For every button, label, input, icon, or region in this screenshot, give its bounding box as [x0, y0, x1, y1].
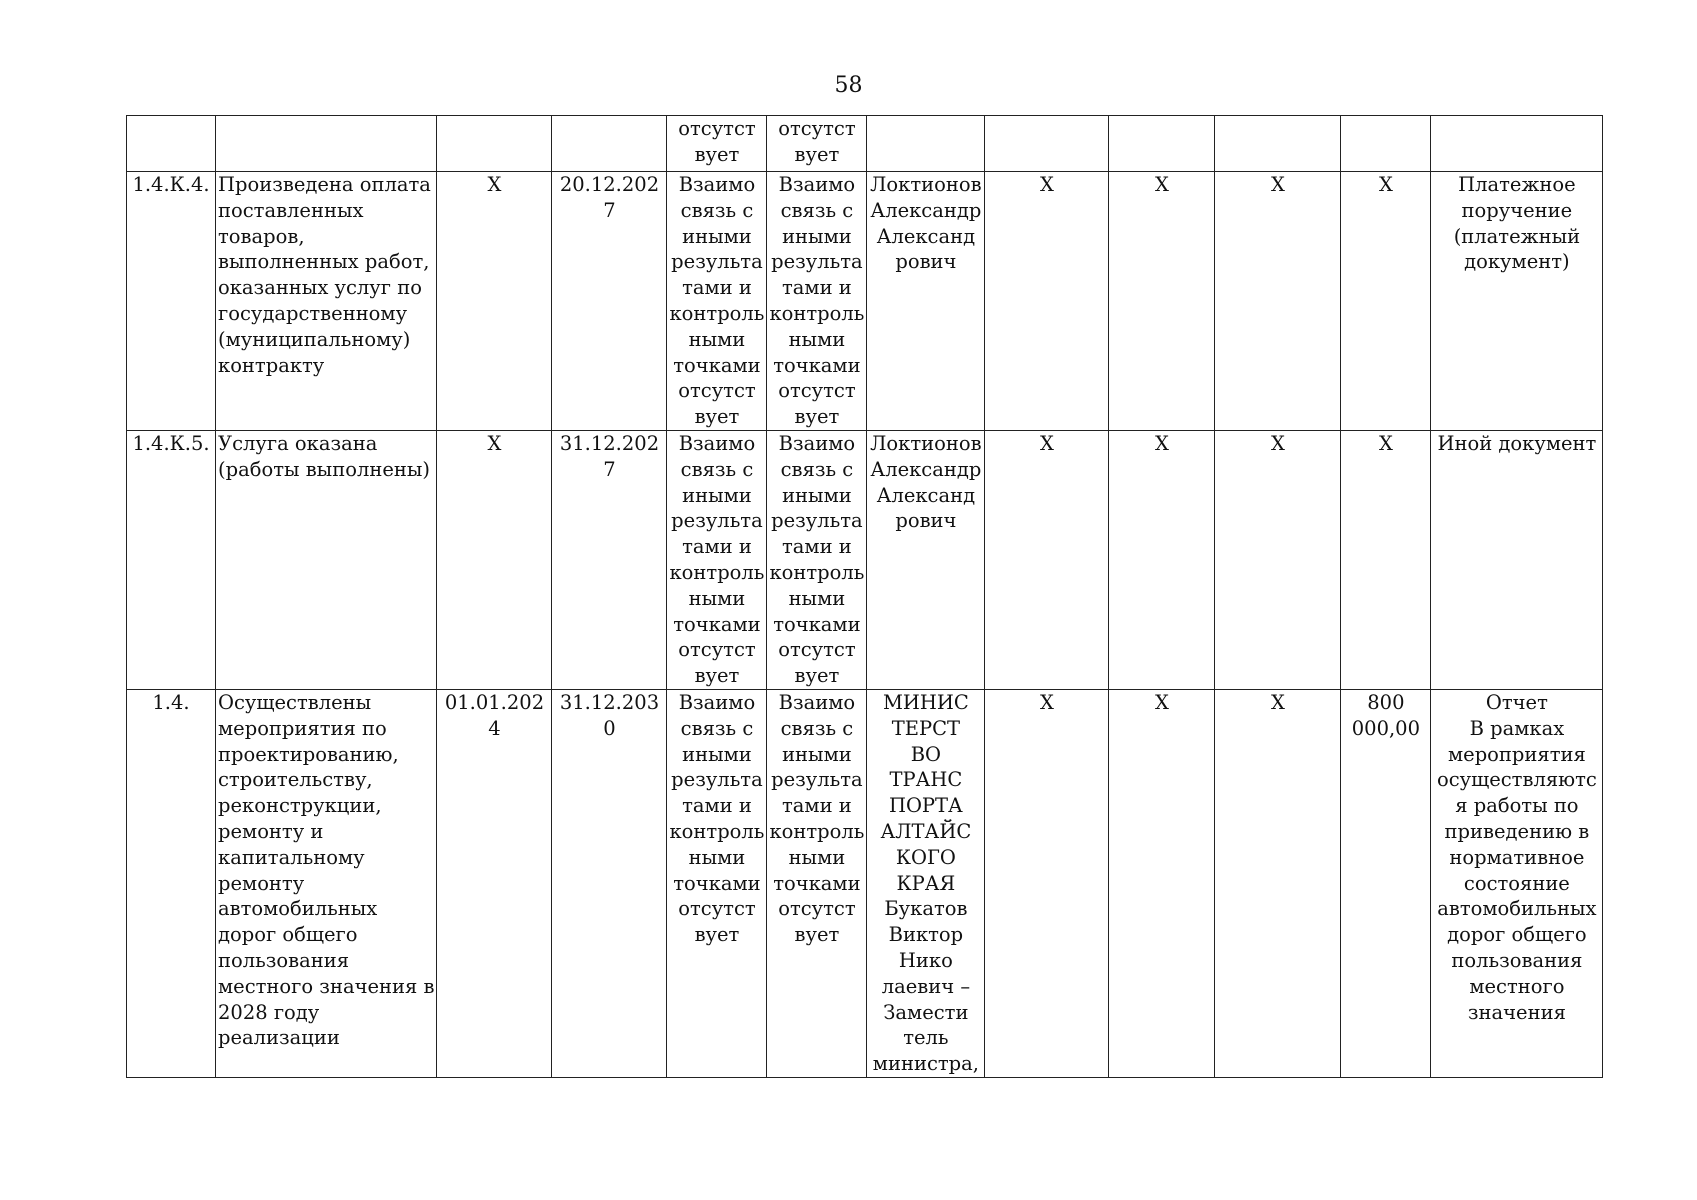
cell-start-date: Х [437, 431, 552, 690]
cell-line: местного значения в [218, 974, 435, 998]
cell-line: ными [788, 327, 846, 351]
cell-line: лаевич – [881, 974, 971, 998]
cell-line: Взаимо [778, 691, 856, 714]
cell-line: результа [671, 509, 763, 533]
page-number: 58 [834, 73, 863, 98]
cell-line: иными [782, 742, 852, 766]
cell-line: ными [788, 586, 846, 610]
cell-responsible [867, 116, 985, 172]
cell-line: точками [673, 353, 761, 377]
cell-name [216, 116, 437, 172]
cell-line: контроль [669, 819, 765, 843]
cell-line: товаров, [218, 224, 305, 248]
cell-line: Взаимо [678, 173, 756, 196]
cell-col8: Х [985, 172, 1109, 431]
cell-col11 [1341, 431, 1431, 690]
cell-line: результа [671, 768, 763, 792]
cell-line: КРАЯ [896, 871, 956, 895]
cell-col11 [1341, 172, 1431, 431]
cell-relation-b [767, 690, 867, 1078]
cell-line: автомобильных [218, 897, 378, 921]
cell-relation-a [667, 172, 767, 431]
cell-line: ными [688, 327, 746, 351]
cell-relation-b [767, 116, 867, 172]
cell-line: Локтионов [870, 173, 982, 196]
cell-line: местного [1469, 974, 1565, 998]
cell-line: состояние [1463, 871, 1570, 895]
cell-end-date: 20.12.2027 [552, 172, 667, 431]
cell-line: тами и [682, 276, 752, 300]
cell-line: иными [682, 483, 752, 507]
cell-col11 [1341, 116, 1431, 172]
cell-line: иными [682, 224, 752, 248]
cell-line: связь с [780, 457, 854, 481]
cell-line: контроль [769, 301, 865, 325]
cell-line: 800 [1367, 691, 1405, 714]
cell-end-date: 31.12.2030 [552, 690, 667, 1078]
cell-code: 1.4.К.4. [127, 172, 216, 431]
cell-line: пользования [1451, 948, 1583, 972]
cell-line: результа [671, 250, 763, 274]
cell-line: автомобильных [1437, 897, 1597, 921]
cell-line: отсутст [678, 379, 756, 403]
cell-line: В рамках [1469, 716, 1565, 740]
cell-line: Александр [870, 457, 982, 481]
cell-line: ВО [910, 742, 942, 766]
cell-responsible [867, 172, 985, 431]
cell-line: Александр [870, 198, 982, 222]
cell-line: Взаимо [678, 691, 756, 714]
cell-line: пользования [218, 948, 350, 972]
cell-line: результа [771, 250, 863, 274]
cell-line: 2028 году [218, 1000, 320, 1024]
cell-line: значения [1467, 1000, 1566, 1024]
cell-relation-b [767, 172, 867, 431]
cell-line: Нико [898, 948, 953, 972]
cell-line: ными [688, 845, 746, 869]
cell-line: Взаимо [778, 432, 856, 455]
cell-line: Александ [876, 224, 976, 248]
cell-line: контроль [669, 301, 765, 325]
cell-line: АЛТАЙС [880, 819, 972, 843]
cell-line: поручение [1461, 198, 1573, 222]
cell-line: Х [1378, 173, 1393, 196]
cell-line: Х [1378, 432, 1393, 455]
cell-line: осуществляютс [1436, 768, 1597, 792]
cell-col9: Х [1109, 431, 1215, 690]
cell-line: иными [782, 224, 852, 248]
cell-relation-a [667, 431, 767, 690]
cell-line: вует [794, 664, 840, 688]
table-row [127, 431, 1603, 690]
cell-line: отсутст [678, 117, 756, 140]
cell-col10: Х [1215, 431, 1341, 690]
cell-relation-a [667, 116, 767, 172]
cell-line: отсутст [778, 117, 856, 140]
cell-line: вует [794, 142, 840, 166]
cell-line: (муниципальному) [218, 327, 411, 351]
cell-line: оказанных услуг по [218, 276, 422, 300]
cell-line: точками [773, 612, 861, 636]
cell-line: ТЕРСТ [891, 716, 961, 740]
cell-line: Замести [883, 1000, 969, 1024]
cell-line: Виктор [888, 923, 964, 947]
cell-line: связь с [680, 198, 754, 222]
cell-line: реализации [218, 1026, 340, 1050]
cell-relation-b [767, 431, 867, 690]
cell-col10 [1215, 116, 1341, 172]
cell-line: Отчет [1485, 691, 1548, 714]
plan-table [126, 115, 1603, 1078]
cell-line: тами и [682, 535, 752, 559]
cell-line: контроль [769, 819, 865, 843]
cell-line: капитальному [218, 845, 365, 869]
cell-line: вует [694, 405, 740, 429]
cell-col9: Х [1109, 172, 1215, 431]
cell-line: Взаимо [678, 432, 756, 455]
cell-line: (работы выполнены) [218, 457, 430, 481]
cell-line: Осуществлены [218, 691, 372, 714]
cell-line: Букатов [884, 897, 968, 921]
cell-line: документ) [1464, 250, 1570, 274]
cell-relation-a [667, 690, 767, 1078]
cell-line: проектированию, [218, 742, 399, 766]
cell-line: результа [771, 768, 863, 792]
cell-end-date [552, 116, 667, 172]
cell-line: дорог общего [218, 923, 358, 947]
cell-line: точками [673, 612, 761, 636]
cell-line: вует [794, 923, 840, 947]
cell-line: вует [794, 405, 840, 429]
cell-line: я работы по [1455, 794, 1579, 818]
cell-line: контроль [769, 560, 865, 584]
cell-line: Александ [876, 483, 976, 507]
cell-line: контроль [669, 560, 765, 584]
cell-line: выполненных работ, [218, 250, 430, 274]
cell-line: результа [771, 509, 863, 533]
cell-line: поставленных [218, 198, 364, 222]
cell-col11 [1341, 690, 1431, 1078]
cell-line: ТРАНС [889, 768, 963, 792]
cell-responsible [867, 431, 985, 690]
cell-line: отсутст [778, 897, 856, 921]
cell-line: (платежный [1453, 224, 1581, 248]
cell-col9 [1109, 116, 1215, 172]
cell-start-date: Х [437, 172, 552, 431]
cell-line: связь с [780, 198, 854, 222]
cell-start-date [437, 116, 552, 172]
cell-line: точками [773, 353, 861, 377]
cell-line: Иной документ [1437, 432, 1597, 455]
cell-line: иными [682, 742, 752, 766]
cell-line: ПОРТА [888, 794, 963, 818]
cell-line: КОГО [895, 845, 956, 869]
cell-line: Локтионов [870, 432, 982, 455]
cell-line: государственному [218, 301, 408, 325]
cell-start-date: 01.01.2024 [437, 690, 552, 1078]
cell-line: связь с [680, 457, 754, 481]
cell-line: ремонту [218, 871, 305, 895]
cell-line: министра, [872, 1052, 979, 1076]
cell-name [216, 431, 437, 690]
table-row [127, 116, 1603, 172]
cell-line: дорог общего [1447, 923, 1587, 947]
cell-col8: Х [985, 690, 1109, 1078]
cell-col10: Х [1215, 172, 1341, 431]
cell-line: точками [773, 871, 861, 895]
cell-line: приведению в [1444, 819, 1590, 843]
cell-line: ными [788, 845, 846, 869]
cell-line: Взаимо [778, 173, 856, 196]
cell-line: вует [694, 664, 740, 688]
cell-line: рович [895, 509, 957, 533]
cell-line: отсутст [678, 638, 756, 662]
cell-line: ремонту и [218, 819, 324, 843]
table-row [127, 172, 1603, 431]
cell-line: связь с [680, 716, 754, 740]
cell-line: Произведена оплата [218, 173, 431, 196]
cell-line: мероприятия [1447, 742, 1586, 766]
cell-document [1431, 172, 1603, 431]
cell-line: контракту [218, 353, 325, 377]
cell-line: отсутст [778, 638, 856, 662]
cell-col9: Х [1109, 690, 1215, 1078]
cell-code: 1.4. [127, 690, 216, 1078]
cell-col8 [985, 116, 1109, 172]
cell-line: связь с [780, 716, 854, 740]
cell-name [216, 172, 437, 431]
cell-line: тель [903, 1026, 949, 1050]
cell-document [1431, 431, 1603, 690]
cell-line: отсутст [778, 379, 856, 403]
cell-line: вует [694, 923, 740, 947]
cell-document [1431, 690, 1603, 1078]
cell-line: 000,00 [1351, 716, 1420, 740]
cell-line: Услуга оказана [218, 432, 378, 455]
cell-line: вует [694, 142, 740, 166]
cell-col8: Х [985, 431, 1109, 690]
cell-line: тами и [782, 276, 852, 300]
cell-line: тами и [782, 794, 852, 818]
cell-line: реконструкции, [218, 794, 382, 818]
cell-line: строительству, [218, 768, 373, 792]
cell-line: МИНИС [882, 691, 969, 714]
cell-line: ными [688, 586, 746, 610]
table-row [127, 690, 1603, 1078]
cell-responsible [867, 690, 985, 1078]
cell-line: точками [673, 871, 761, 895]
cell-line: рович [895, 250, 957, 274]
cell-col10: Х [1215, 690, 1341, 1078]
cell-code [127, 116, 216, 172]
cell-line: отсутст [678, 897, 756, 921]
cell-line: мероприятия по [218, 716, 387, 740]
cell-end-date: 31.12.2027 [552, 431, 667, 690]
cell-line: Платежное [1458, 173, 1576, 196]
cell-document [1431, 116, 1603, 172]
cell-line: нормативное [1449, 845, 1585, 869]
cell-code: 1.4.К.5. [127, 431, 216, 690]
cell-line: тами и [782, 535, 852, 559]
cell-line: тами и [682, 794, 752, 818]
cell-name [216, 690, 437, 1078]
cell-line: иными [782, 483, 852, 507]
